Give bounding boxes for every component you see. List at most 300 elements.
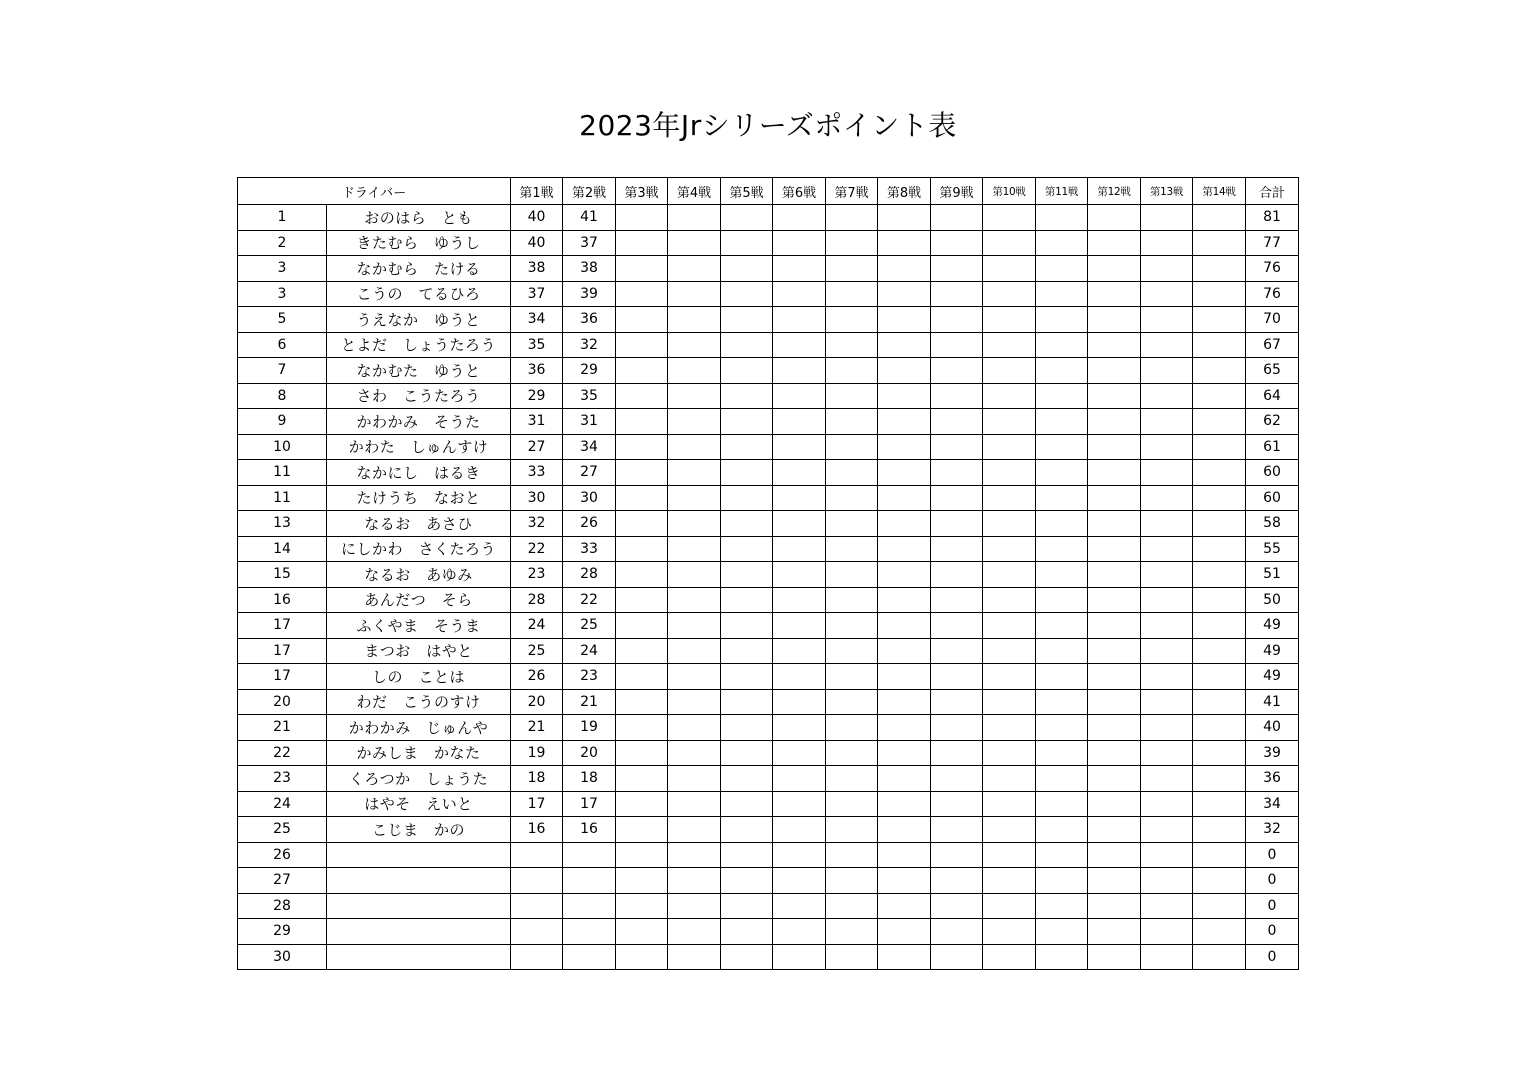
round-14-cell <box>1193 893 1246 919</box>
round-6-cell <box>773 383 826 409</box>
round-1-cell: 24 <box>511 613 563 639</box>
round-10-cell <box>983 613 1036 639</box>
round-1-cell: 22 <box>511 536 563 562</box>
round-8-cell <box>878 536 931 562</box>
round-3-cell <box>616 256 668 282</box>
round-12-cell <box>1088 205 1141 231</box>
round-9-cell <box>931 919 983 945</box>
round-12-cell <box>1088 791 1141 817</box>
round-10-cell <box>983 638 1036 664</box>
total-cell: 32 <box>1246 817 1299 843</box>
header-total: 合計 <box>1246 178 1299 205</box>
total-cell: 39 <box>1246 740 1299 766</box>
rank-cell: 3 <box>238 281 327 307</box>
round-6-cell <box>773 409 826 435</box>
table-row <box>238 893 1299 919</box>
driver-name-cell: とよだ しょうたろう <box>327 332 511 358</box>
round-2-cell <box>563 868 616 894</box>
round-14-cell <box>1193 664 1246 690</box>
round-8-cell <box>878 664 931 690</box>
round-11-cell <box>1036 638 1088 664</box>
round-1-cell: 26 <box>511 664 563 690</box>
total-cell: 0 <box>1246 868 1299 894</box>
round-14-cell <box>1193 587 1246 613</box>
round-10-cell <box>983 460 1036 486</box>
driver-name-cell: はやそ えいと <box>327 791 511 817</box>
round-6-cell <box>773 460 826 486</box>
round-9-cell <box>931 638 983 664</box>
table-row <box>238 613 1299 639</box>
header-round-14: 第14戦 <box>1193 178 1246 205</box>
round-9-cell <box>931 536 983 562</box>
round-11-cell <box>1036 893 1088 919</box>
table-row <box>238 715 1299 741</box>
table-row <box>238 358 1299 384</box>
table-row <box>238 485 1299 511</box>
round-1-cell: 18 <box>511 766 563 792</box>
round-5-cell <box>721 766 773 792</box>
rank-cell: 8 <box>238 383 327 409</box>
round-4-cell <box>668 256 721 282</box>
table-row <box>238 256 1299 282</box>
round-9-cell <box>931 587 983 613</box>
round-9-cell <box>931 358 983 384</box>
round-12-cell <box>1088 434 1141 460</box>
round-5-cell <box>721 256 773 282</box>
round-12-cell <box>1088 613 1141 639</box>
round-8-cell <box>878 944 931 970</box>
round-3-cell <box>616 511 668 537</box>
total-cell: 62 <box>1246 409 1299 435</box>
round-8-cell <box>878 842 931 868</box>
total-cell: 0 <box>1246 944 1299 970</box>
round-6-cell <box>773 638 826 664</box>
round-1-cell: 36 <box>511 358 563 384</box>
round-13-cell <box>1141 281 1193 307</box>
round-10-cell <box>983 791 1036 817</box>
round-5-cell <box>721 562 773 588</box>
rank-cell: 22 <box>238 740 327 766</box>
round-11-cell <box>1036 485 1088 511</box>
round-4-cell <box>668 511 721 537</box>
round-13-cell <box>1141 868 1193 894</box>
driver-name-cell: わだ こうのすけ <box>327 689 511 715</box>
header-round-1: 第1戦 <box>511 178 563 205</box>
round-4-cell <box>668 332 721 358</box>
round-3-cell <box>616 740 668 766</box>
round-14-cell <box>1193 715 1246 741</box>
total-cell: 34 <box>1246 791 1299 817</box>
round-4-cell <box>668 281 721 307</box>
round-5-cell <box>721 689 773 715</box>
total-cell: 67 <box>1246 332 1299 358</box>
round-3-cell <box>616 715 668 741</box>
round-4-cell <box>668 868 721 894</box>
round-8-cell <box>878 383 931 409</box>
round-3-cell <box>616 664 668 690</box>
round-5-cell <box>721 664 773 690</box>
total-cell: 61 <box>1246 434 1299 460</box>
round-1-cell: 35 <box>511 332 563 358</box>
round-8-cell <box>878 638 931 664</box>
rank-cell: 13 <box>238 511 327 537</box>
round-4-cell <box>668 664 721 690</box>
round-6-cell <box>773 791 826 817</box>
round-1-cell: 40 <box>511 205 563 231</box>
round-1-cell: 37 <box>511 281 563 307</box>
page-title: 2023年Jrシリーズポイント表 <box>579 109 957 142</box>
rank-cell: 3 <box>238 256 327 282</box>
round-14-cell <box>1193 485 1246 511</box>
round-8-cell <box>878 740 931 766</box>
round-13-cell <box>1141 740 1193 766</box>
total-cell: 49 <box>1246 664 1299 690</box>
round-7-cell <box>826 715 878 741</box>
driver-name-cell: かわかみ じゅんや <box>327 715 511 741</box>
round-3-cell <box>616 358 668 384</box>
table-row <box>238 281 1299 307</box>
round-5-cell <box>721 332 773 358</box>
round-13-cell <box>1141 562 1193 588</box>
total-cell: 40 <box>1246 715 1299 741</box>
round-1-cell: 19 <box>511 740 563 766</box>
round-5-cell <box>721 485 773 511</box>
round-4-cell <box>668 409 721 435</box>
round-11-cell <box>1036 613 1088 639</box>
rank-cell: 11 <box>238 460 327 486</box>
round-5-cell <box>721 638 773 664</box>
round-2-cell: 36 <box>563 307 616 333</box>
round-1-cell: 17 <box>511 791 563 817</box>
round-8-cell <box>878 511 931 537</box>
total-cell: 50 <box>1246 587 1299 613</box>
table-row <box>238 919 1299 945</box>
round-13-cell <box>1141 460 1193 486</box>
round-7-cell <box>826 740 878 766</box>
header-round-11: 第11戦 <box>1036 178 1088 205</box>
round-13-cell <box>1141 842 1193 868</box>
rank-cell: 16 <box>238 587 327 613</box>
rank-cell: 24 <box>238 791 327 817</box>
round-3-cell <box>616 230 668 256</box>
round-7-cell <box>826 817 878 843</box>
round-2-cell: 30 <box>563 485 616 511</box>
round-2-cell: 29 <box>563 358 616 384</box>
round-1-cell: 23 <box>511 562 563 588</box>
round-6-cell <box>773 536 826 562</box>
round-3-cell <box>616 817 668 843</box>
round-13-cell <box>1141 205 1193 231</box>
round-6-cell <box>773 307 826 333</box>
round-12-cell <box>1088 893 1141 919</box>
round-13-cell <box>1141 230 1193 256</box>
driver-name-cell: くろつか しょうた <box>327 766 511 792</box>
round-7-cell <box>826 536 878 562</box>
round-13-cell <box>1141 587 1193 613</box>
total-cell: 81 <box>1246 205 1299 231</box>
round-14-cell <box>1193 944 1246 970</box>
round-8-cell <box>878 332 931 358</box>
round-4-cell <box>668 230 721 256</box>
round-4-cell <box>668 358 721 384</box>
round-5-cell <box>721 715 773 741</box>
rank-cell: 14 <box>238 536 327 562</box>
round-9-cell <box>931 562 983 588</box>
round-5-cell <box>721 434 773 460</box>
rank-cell: 9 <box>238 409 327 435</box>
round-5-cell <box>721 307 773 333</box>
round-13-cell <box>1141 715 1193 741</box>
round-14-cell <box>1193 358 1246 384</box>
round-4-cell <box>668 307 721 333</box>
round-4-cell <box>668 791 721 817</box>
driver-name-cell <box>327 944 511 970</box>
round-9-cell <box>931 766 983 792</box>
total-cell: 60 <box>1246 460 1299 486</box>
round-9-cell <box>931 664 983 690</box>
round-7-cell <box>826 358 878 384</box>
round-10-cell <box>983 256 1036 282</box>
round-10-cell <box>983 842 1036 868</box>
round-9-cell <box>931 944 983 970</box>
round-4-cell <box>668 842 721 868</box>
round-2-cell: 35 <box>563 383 616 409</box>
round-8-cell <box>878 919 931 945</box>
driver-name-cell: なかむら たける <box>327 256 511 282</box>
round-12-cell <box>1088 766 1141 792</box>
round-12-cell <box>1088 817 1141 843</box>
round-5-cell <box>721 740 773 766</box>
round-9-cell <box>931 205 983 231</box>
round-11-cell <box>1036 944 1088 970</box>
round-7-cell <box>826 281 878 307</box>
round-14-cell <box>1193 689 1246 715</box>
round-4-cell <box>668 587 721 613</box>
round-6-cell <box>773 715 826 741</box>
round-8-cell <box>878 409 931 435</box>
round-9-cell <box>931 485 983 511</box>
round-1-cell: 31 <box>511 409 563 435</box>
round-2-cell: 16 <box>563 817 616 843</box>
round-11-cell <box>1036 868 1088 894</box>
round-14-cell <box>1193 205 1246 231</box>
round-11-cell <box>1036 689 1088 715</box>
round-4-cell <box>668 613 721 639</box>
round-10-cell <box>983 409 1036 435</box>
round-1-cell: 16 <box>511 817 563 843</box>
round-6-cell <box>773 664 826 690</box>
round-4-cell <box>668 383 721 409</box>
round-7-cell <box>826 511 878 537</box>
round-4-cell <box>668 460 721 486</box>
round-7-cell <box>826 409 878 435</box>
round-4-cell <box>668 638 721 664</box>
round-7-cell <box>826 485 878 511</box>
round-4-cell <box>668 919 721 945</box>
round-12-cell <box>1088 383 1141 409</box>
round-5-cell <box>721 893 773 919</box>
table-row <box>238 332 1299 358</box>
round-14-cell <box>1193 281 1246 307</box>
round-5-cell <box>721 817 773 843</box>
round-6-cell <box>773 613 826 639</box>
round-9-cell <box>931 715 983 741</box>
round-2-cell: 33 <box>563 536 616 562</box>
rank-cell: 2 <box>238 230 327 256</box>
points-table <box>237 177 1299 970</box>
round-8-cell <box>878 485 931 511</box>
round-12-cell <box>1088 256 1141 282</box>
round-6-cell <box>773 919 826 945</box>
rank-cell: 23 <box>238 766 327 792</box>
round-7-cell <box>826 383 878 409</box>
round-13-cell <box>1141 638 1193 664</box>
round-7-cell <box>826 664 878 690</box>
round-12-cell <box>1088 689 1141 715</box>
round-3-cell <box>616 485 668 511</box>
table-row <box>238 766 1299 792</box>
total-cell: 65 <box>1246 358 1299 384</box>
rank-cell: 11 <box>238 485 327 511</box>
rank-cell: 29 <box>238 919 327 945</box>
round-14-cell <box>1193 562 1246 588</box>
table-row <box>238 409 1299 435</box>
round-12-cell <box>1088 358 1141 384</box>
round-1-cell: 29 <box>511 383 563 409</box>
round-12-cell <box>1088 485 1141 511</box>
round-2-cell: 25 <box>563 613 616 639</box>
round-5-cell <box>721 409 773 435</box>
total-cell: 41 <box>1246 689 1299 715</box>
round-5-cell <box>721 536 773 562</box>
round-2-cell: 41 <box>563 205 616 231</box>
round-11-cell <box>1036 230 1088 256</box>
round-8-cell <box>878 791 931 817</box>
round-1-cell <box>511 893 563 919</box>
round-8-cell <box>878 358 931 384</box>
round-12-cell <box>1088 281 1141 307</box>
round-14-cell <box>1193 230 1246 256</box>
header-round-5: 第5戦 <box>721 178 773 205</box>
round-4-cell <box>668 715 721 741</box>
table-row <box>238 791 1299 817</box>
round-1-cell: 25 <box>511 638 563 664</box>
round-2-cell <box>563 944 616 970</box>
round-9-cell <box>931 511 983 537</box>
round-9-cell <box>931 868 983 894</box>
round-11-cell <box>1036 332 1088 358</box>
total-cell: 0 <box>1246 842 1299 868</box>
round-5-cell <box>721 460 773 486</box>
driver-name-cell: なるお あゆみ <box>327 562 511 588</box>
driver-name-cell: かみしま かなた <box>327 740 511 766</box>
round-6-cell <box>773 740 826 766</box>
round-6-cell <box>773 485 826 511</box>
round-7-cell <box>826 919 878 945</box>
round-11-cell <box>1036 740 1088 766</box>
rank-cell: 17 <box>238 638 327 664</box>
round-14-cell <box>1193 332 1246 358</box>
table-row <box>238 944 1299 970</box>
driver-name-cell: なるお あさひ <box>327 511 511 537</box>
rank-cell: 30 <box>238 944 327 970</box>
round-13-cell <box>1141 511 1193 537</box>
table-row <box>238 562 1299 588</box>
round-10-cell <box>983 383 1036 409</box>
round-10-cell <box>983 536 1036 562</box>
round-2-cell: 26 <box>563 511 616 537</box>
round-6-cell <box>773 281 826 307</box>
driver-name-cell: にしかわ さくたろう <box>327 536 511 562</box>
round-5-cell <box>721 205 773 231</box>
round-3-cell <box>616 409 668 435</box>
round-14-cell <box>1193 383 1246 409</box>
round-7-cell <box>826 868 878 894</box>
round-2-cell: 22 <box>563 587 616 613</box>
round-6-cell <box>773 511 826 537</box>
round-12-cell <box>1088 919 1141 945</box>
round-9-cell <box>931 689 983 715</box>
round-14-cell <box>1193 434 1246 460</box>
round-3-cell <box>616 868 668 894</box>
round-12-cell <box>1088 307 1141 333</box>
round-12-cell <box>1088 638 1141 664</box>
round-3-cell <box>616 536 668 562</box>
total-cell: 0 <box>1246 893 1299 919</box>
table-row <box>238 868 1299 894</box>
driver-name-cell <box>327 868 511 894</box>
round-12-cell <box>1088 715 1141 741</box>
round-2-cell: 27 <box>563 460 616 486</box>
round-2-cell: 17 <box>563 791 616 817</box>
round-2-cell: 31 <box>563 409 616 435</box>
table-row <box>238 460 1299 486</box>
round-8-cell <box>878 230 931 256</box>
round-8-cell <box>878 281 931 307</box>
round-6-cell <box>773 587 826 613</box>
round-11-cell <box>1036 409 1088 435</box>
round-10-cell <box>983 307 1036 333</box>
round-6-cell <box>773 817 826 843</box>
round-10-cell <box>983 689 1036 715</box>
round-9-cell <box>931 409 983 435</box>
round-10-cell <box>983 715 1036 741</box>
header-round-7: 第7戦 <box>826 178 878 205</box>
header-round-3: 第3戦 <box>616 178 668 205</box>
driver-name-cell: まつお はやと <box>327 638 511 664</box>
driver-name-cell: なかにし はるき <box>327 460 511 486</box>
round-4-cell <box>668 536 721 562</box>
round-10-cell <box>983 944 1036 970</box>
round-13-cell <box>1141 944 1193 970</box>
round-10-cell <box>983 511 1036 537</box>
round-3-cell <box>616 587 668 613</box>
round-11-cell <box>1036 434 1088 460</box>
total-cell: 58 <box>1246 511 1299 537</box>
round-10-cell <box>983 358 1036 384</box>
round-9-cell <box>931 281 983 307</box>
header-driver: ドライバー <box>238 178 511 205</box>
round-12-cell <box>1088 536 1141 562</box>
driver-name-cell: こうの てるひろ <box>327 281 511 307</box>
driver-name-cell: こじま かの <box>327 817 511 843</box>
round-2-cell: 21 <box>563 689 616 715</box>
round-12-cell <box>1088 944 1141 970</box>
round-3-cell <box>616 613 668 639</box>
round-2-cell: 34 <box>563 434 616 460</box>
round-4-cell <box>668 817 721 843</box>
header-round-4: 第4戦 <box>668 178 721 205</box>
